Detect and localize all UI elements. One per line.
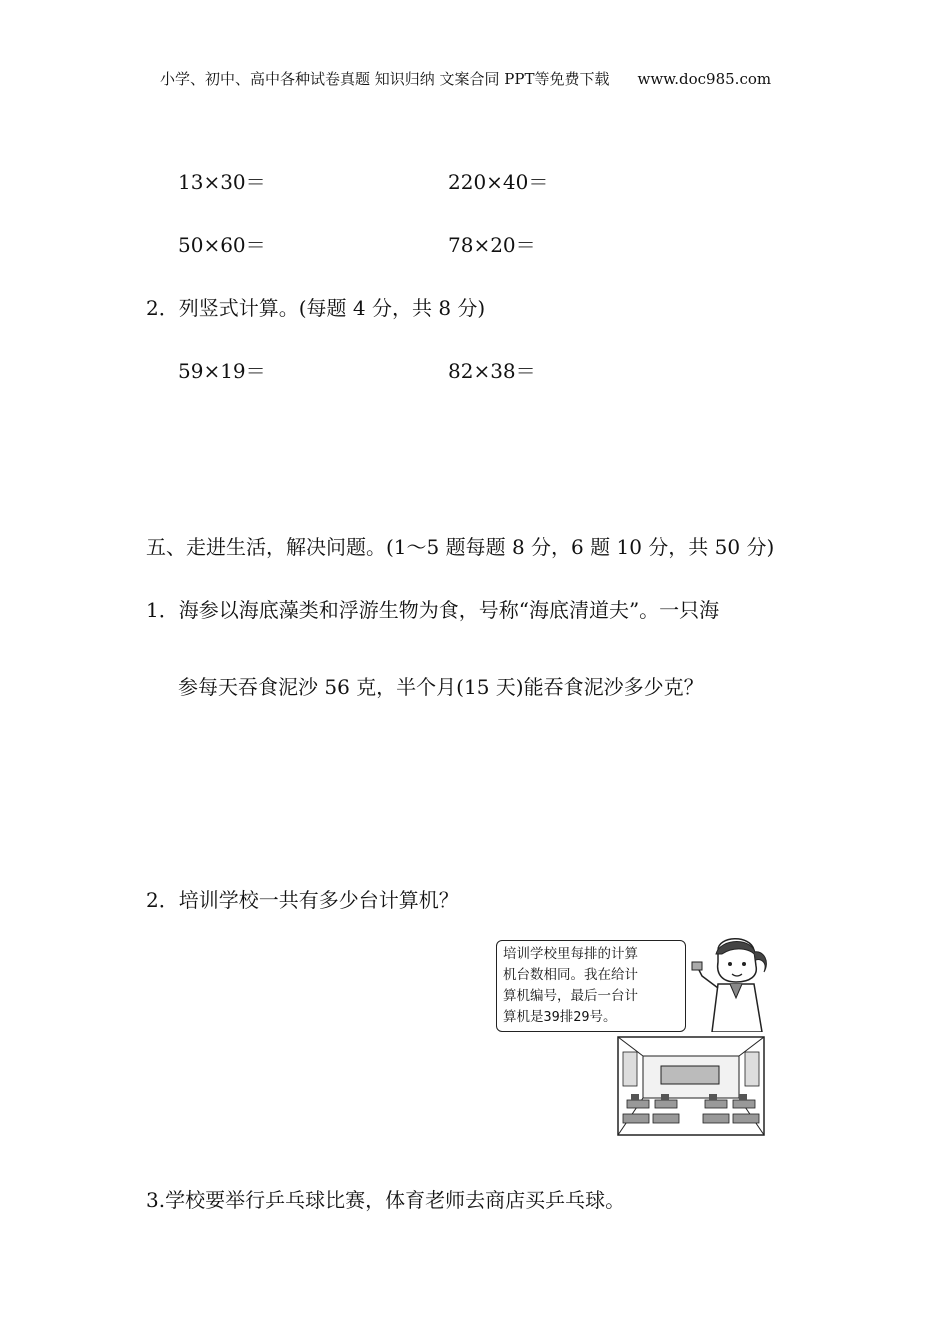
header-url: www.doc985.com — [637, 70, 772, 88]
q1-line1: 1．海参以海底藻类和浮游生物为食，号称“海底清道夫”。一只海 — [146, 598, 720, 622]
q1-line2: 参每天吞食泥沙 56 克，半个月(15 天)能吞食泥沙多少克？ — [178, 675, 704, 699]
vertical-calc-left: 59×19＝ — [178, 359, 266, 383]
header-text: 小学、初中、高中各种试卷真题 知识归纳 文案合同 PPT等免费下载 — [160, 70, 610, 88]
oral-calc-2-left: 50×60＝ — [178, 233, 266, 257]
vertical-calc-title: 2．列竖式计算。(每题 4 分，共 8 分) — [146, 296, 486, 320]
page-header — [160, 68, 771, 89]
oral-calc-1-right: 220×40＝ — [448, 170, 549, 194]
girl-illustration — [688, 932, 772, 1032]
speech-line: 算机编号，最后一台计 — [503, 988, 638, 1004]
section5-title: 五、走进生活，解决问题。(1～5 题每题 8 分，6 题 10 分，共 50 分) — [146, 535, 775, 559]
oral-calc-2-right: 78×20＝ — [448, 233, 536, 257]
oral-calc-1-left: 13×30＝ — [178, 170, 266, 194]
speech-line: 培训学校里每排的计算 — [503, 946, 638, 962]
speech-bubble — [496, 940, 686, 1032]
speech-line: 机台数相同。我在给计 — [503, 967, 638, 983]
vertical-calc-right: 82×38＝ — [448, 359, 536, 383]
q2-text: 2．培训学校一共有多少台计算机？ — [146, 888, 459, 912]
classroom-illustration — [617, 1036, 765, 1136]
q3-text: 3.学校要举行乒乓球比赛，体育老师去商店买乒乓球。 — [146, 1188, 626, 1212]
speech-line: 算机是39排29号。 — [503, 1009, 617, 1025]
